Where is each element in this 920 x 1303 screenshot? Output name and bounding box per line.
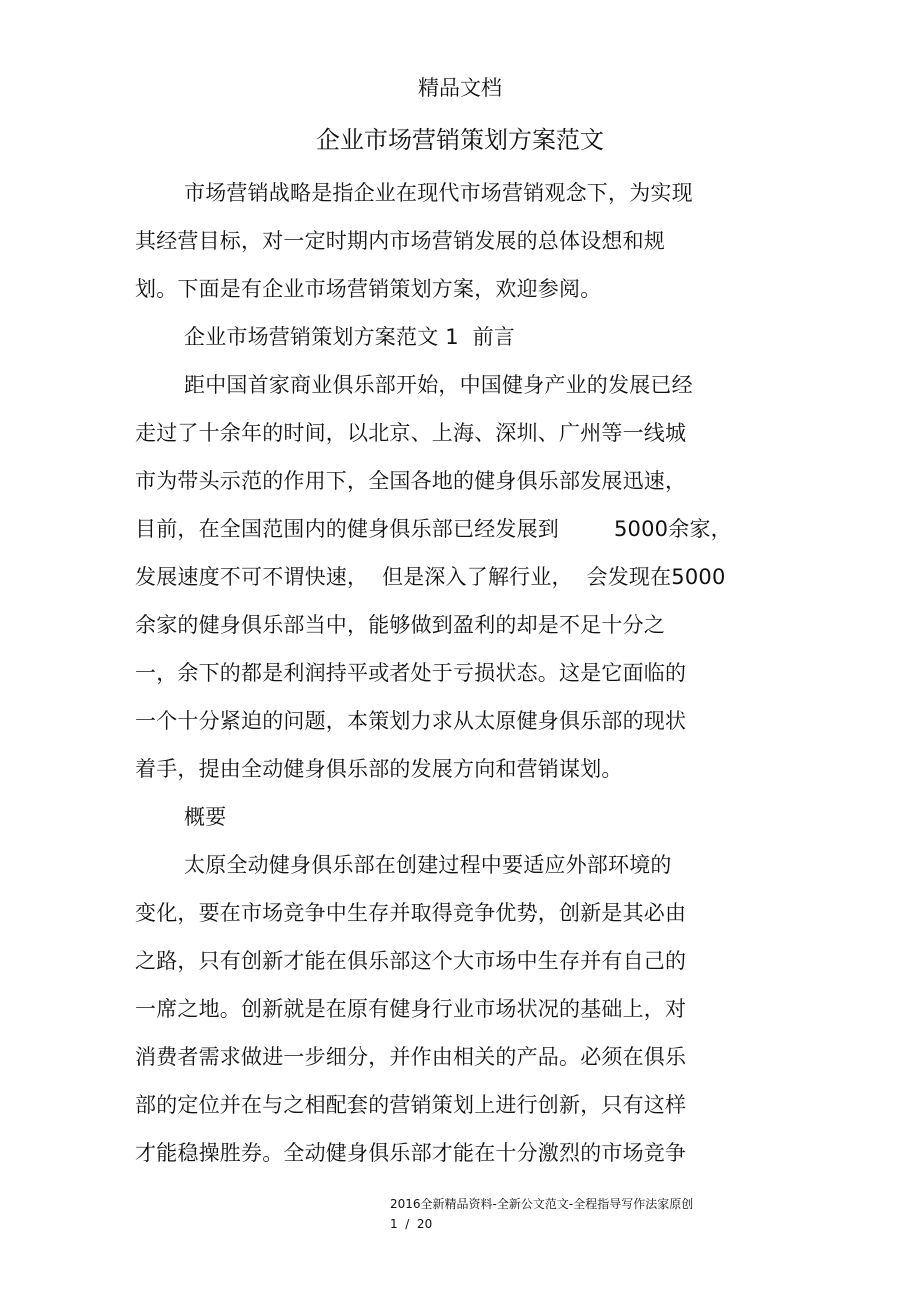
page-number: 1 / 20: [390, 1217, 433, 1231]
intro-line: 划。下面是有企业市场营销策划方案，欢迎参阅。: [135, 277, 602, 301]
intro-line: 市场营销战略是指企业在现代市场营销观念下，为实现: [184, 181, 693, 205]
intro-line: 其经营目标，对一定时期内市场营销发展的总体设想和规: [135, 229, 665, 253]
preface-line: 市为带头示范的作用下，全国各地的健身俱乐部发展迅速，: [135, 469, 687, 493]
overview-line: 才能稳操胜券。全动健身俱乐部才能在十分激烈的市场竞争: [135, 1141, 687, 1165]
preface-line: 目前，在全国范围内的健身俱乐部已经发展到 5000余家，: [135, 517, 732, 541]
preface-line: 一，余下的都是利润持平或者处于亏损状态。这是它面临的: [135, 661, 687, 685]
overview-line: 之路，只有创新才能在俱乐部这个大市场中生存并有自己的: [135, 949, 687, 973]
overview-heading: 概要: [184, 805, 227, 829]
overview-line: 变化，要在市场竞争中生存并取得竞争优势，创新是其必由: [135, 901, 687, 925]
overview-line: 一席之地。创新就是在原有健身行业市场状况的基础上，对: [135, 997, 687, 1021]
section-heading: 企业市场营销策划方案范文 1 前言: [184, 325, 515, 349]
preface-line: 距中国首家商业俱乐部开始，中国健身产业的发展已经: [184, 373, 693, 397]
preface-line: 发展速度不可不谓快速， 但是深入了解行业， 会发现在5000: [135, 565, 726, 589]
preface-line: 走过了十余年的时间，以北京、上海、深圳、广州等一线城: [135, 421, 687, 445]
document-title: 企业市场营销策划方案范文: [316, 126, 604, 154]
overview-line: 太原全动健身俱乐部在创建过程中要适应外部环境的: [184, 853, 672, 877]
footer-note: 2016全新精品资料-全新公文范文-全程指导写作法家原创: [390, 1197, 694, 1211]
preface-line: 一个十分紧迫的问题，本策划力求从太原健身俱乐部的现状: [135, 709, 687, 733]
preface-line: 着手，提由全动健身俱乐部的发展方向和营销谋划。: [135, 757, 623, 781]
preface-line: 余家的健身俱乐部当中，能够做到盈利的却是不足十分之: [135, 613, 665, 637]
header-label: 精品文档: [418, 76, 502, 100]
overview-line: 部的定位并在与之相配套的营销策划上进行创新，只有这样: [135, 1093, 687, 1117]
overview-line: 消费者需求做进一步细分，并作由相关的产品。必须在俱乐: [135, 1045, 687, 1069]
